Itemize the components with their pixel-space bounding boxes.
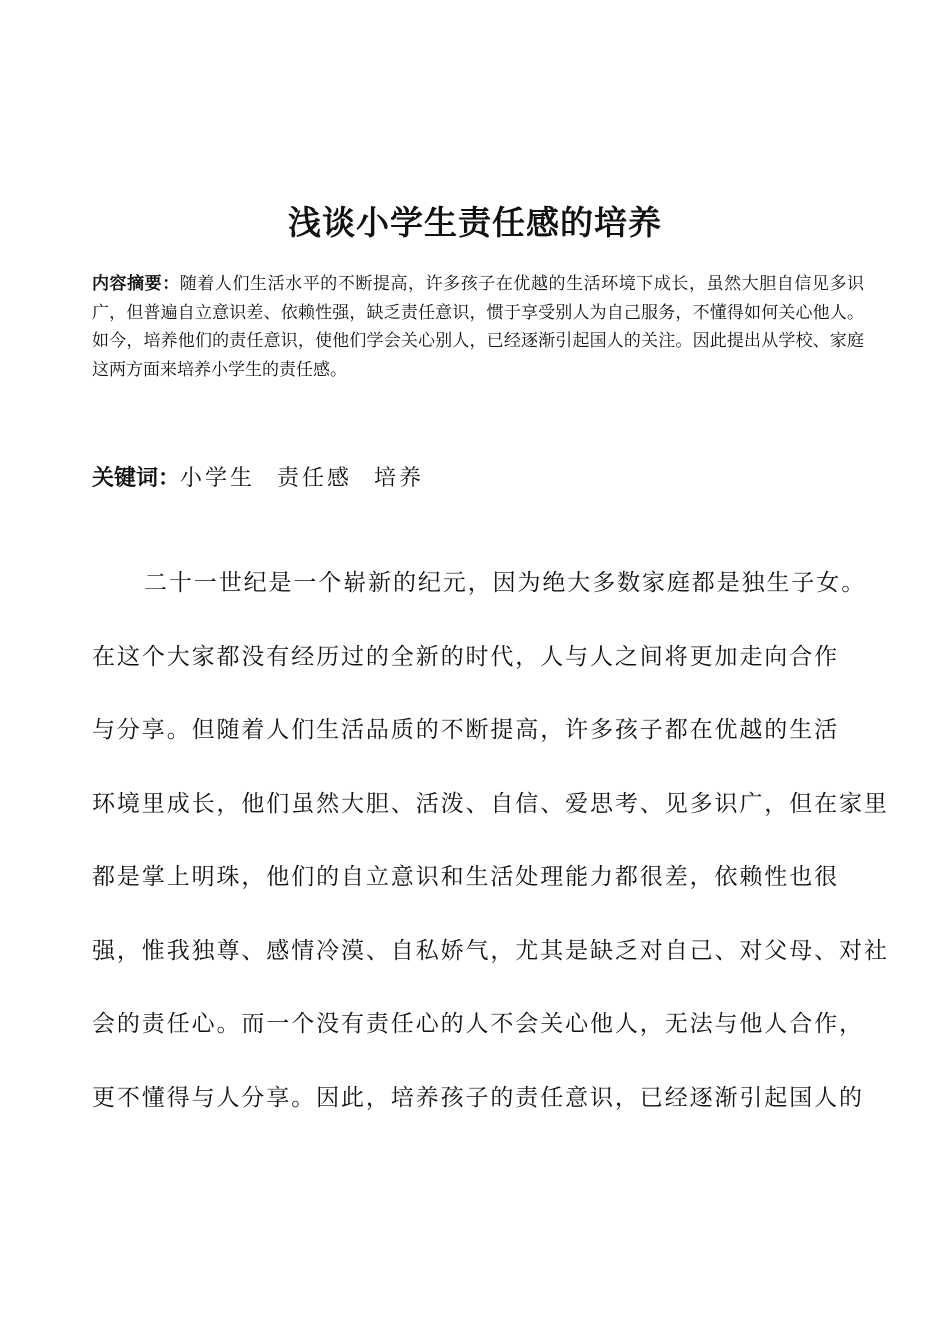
keyword-item: 培养	[374, 466, 425, 491]
keyword-item: 小学生	[180, 466, 256, 491]
keywords-line	[92, 462, 864, 496]
keyword-item: 责任感	[277, 466, 353, 491]
abstract-paragraph	[92, 270, 864, 384]
abstract-label: 内容摘要：	[92, 274, 180, 294]
body-line: 更不懂得与人分享。因此，培养孩子的责任意识，已经逐渐引起国人的	[92, 1084, 864, 1111]
body-line: 环境里成长，他们虽然大胆、活泼、自信、爱思考、见多识广，但在家里	[92, 790, 889, 817]
body-line: 会的责任心。而一个没有责任心的人不会关心他人，无法与他人合作，	[92, 1011, 864, 1037]
body-line: 在这个大家都没有经历过的全新的时代，人与人之间将更加走向合作	[92, 643, 839, 670]
abstract-text: 随着人们生活水平的不断提高，许多孩子在优越的生活环境下成长，虽然大胆自信见多识广，但普遍自立意识差、依赖性强，缺乏责任意识，惯于享受别人为自己服务，不懂得如何关心他人。如今，培养他们的责任意识，使他们学会关心别人，已经逐渐引起国人的关注。因此提出从学校、家庭这两方面来培养小学生的责任感。	[92, 274, 865, 380]
document-title: 浅谈小学生责任感的培养	[288, 203, 662, 242]
body-line: 二十一世纪是一个崭新的纪元，因为绝大多数家庭都是独生子女。	[144, 570, 867, 596]
body-line: 都是掌上明珠，他们的自立意识和生活处理能力都很差，依赖性也很	[92, 864, 839, 890]
body-line: 与分享。但随着人们生活品质的不断提高，许多孩子都在优越的生活	[92, 717, 839, 743]
keywords-label: 关键词：	[92, 466, 181, 491]
body-line: 强，惟我独尊、感情冷漠、自私娇气，尤其是缺乏对自己、对父母、对社	[92, 937, 889, 964]
body-paragraph	[92, 560, 889, 1148]
